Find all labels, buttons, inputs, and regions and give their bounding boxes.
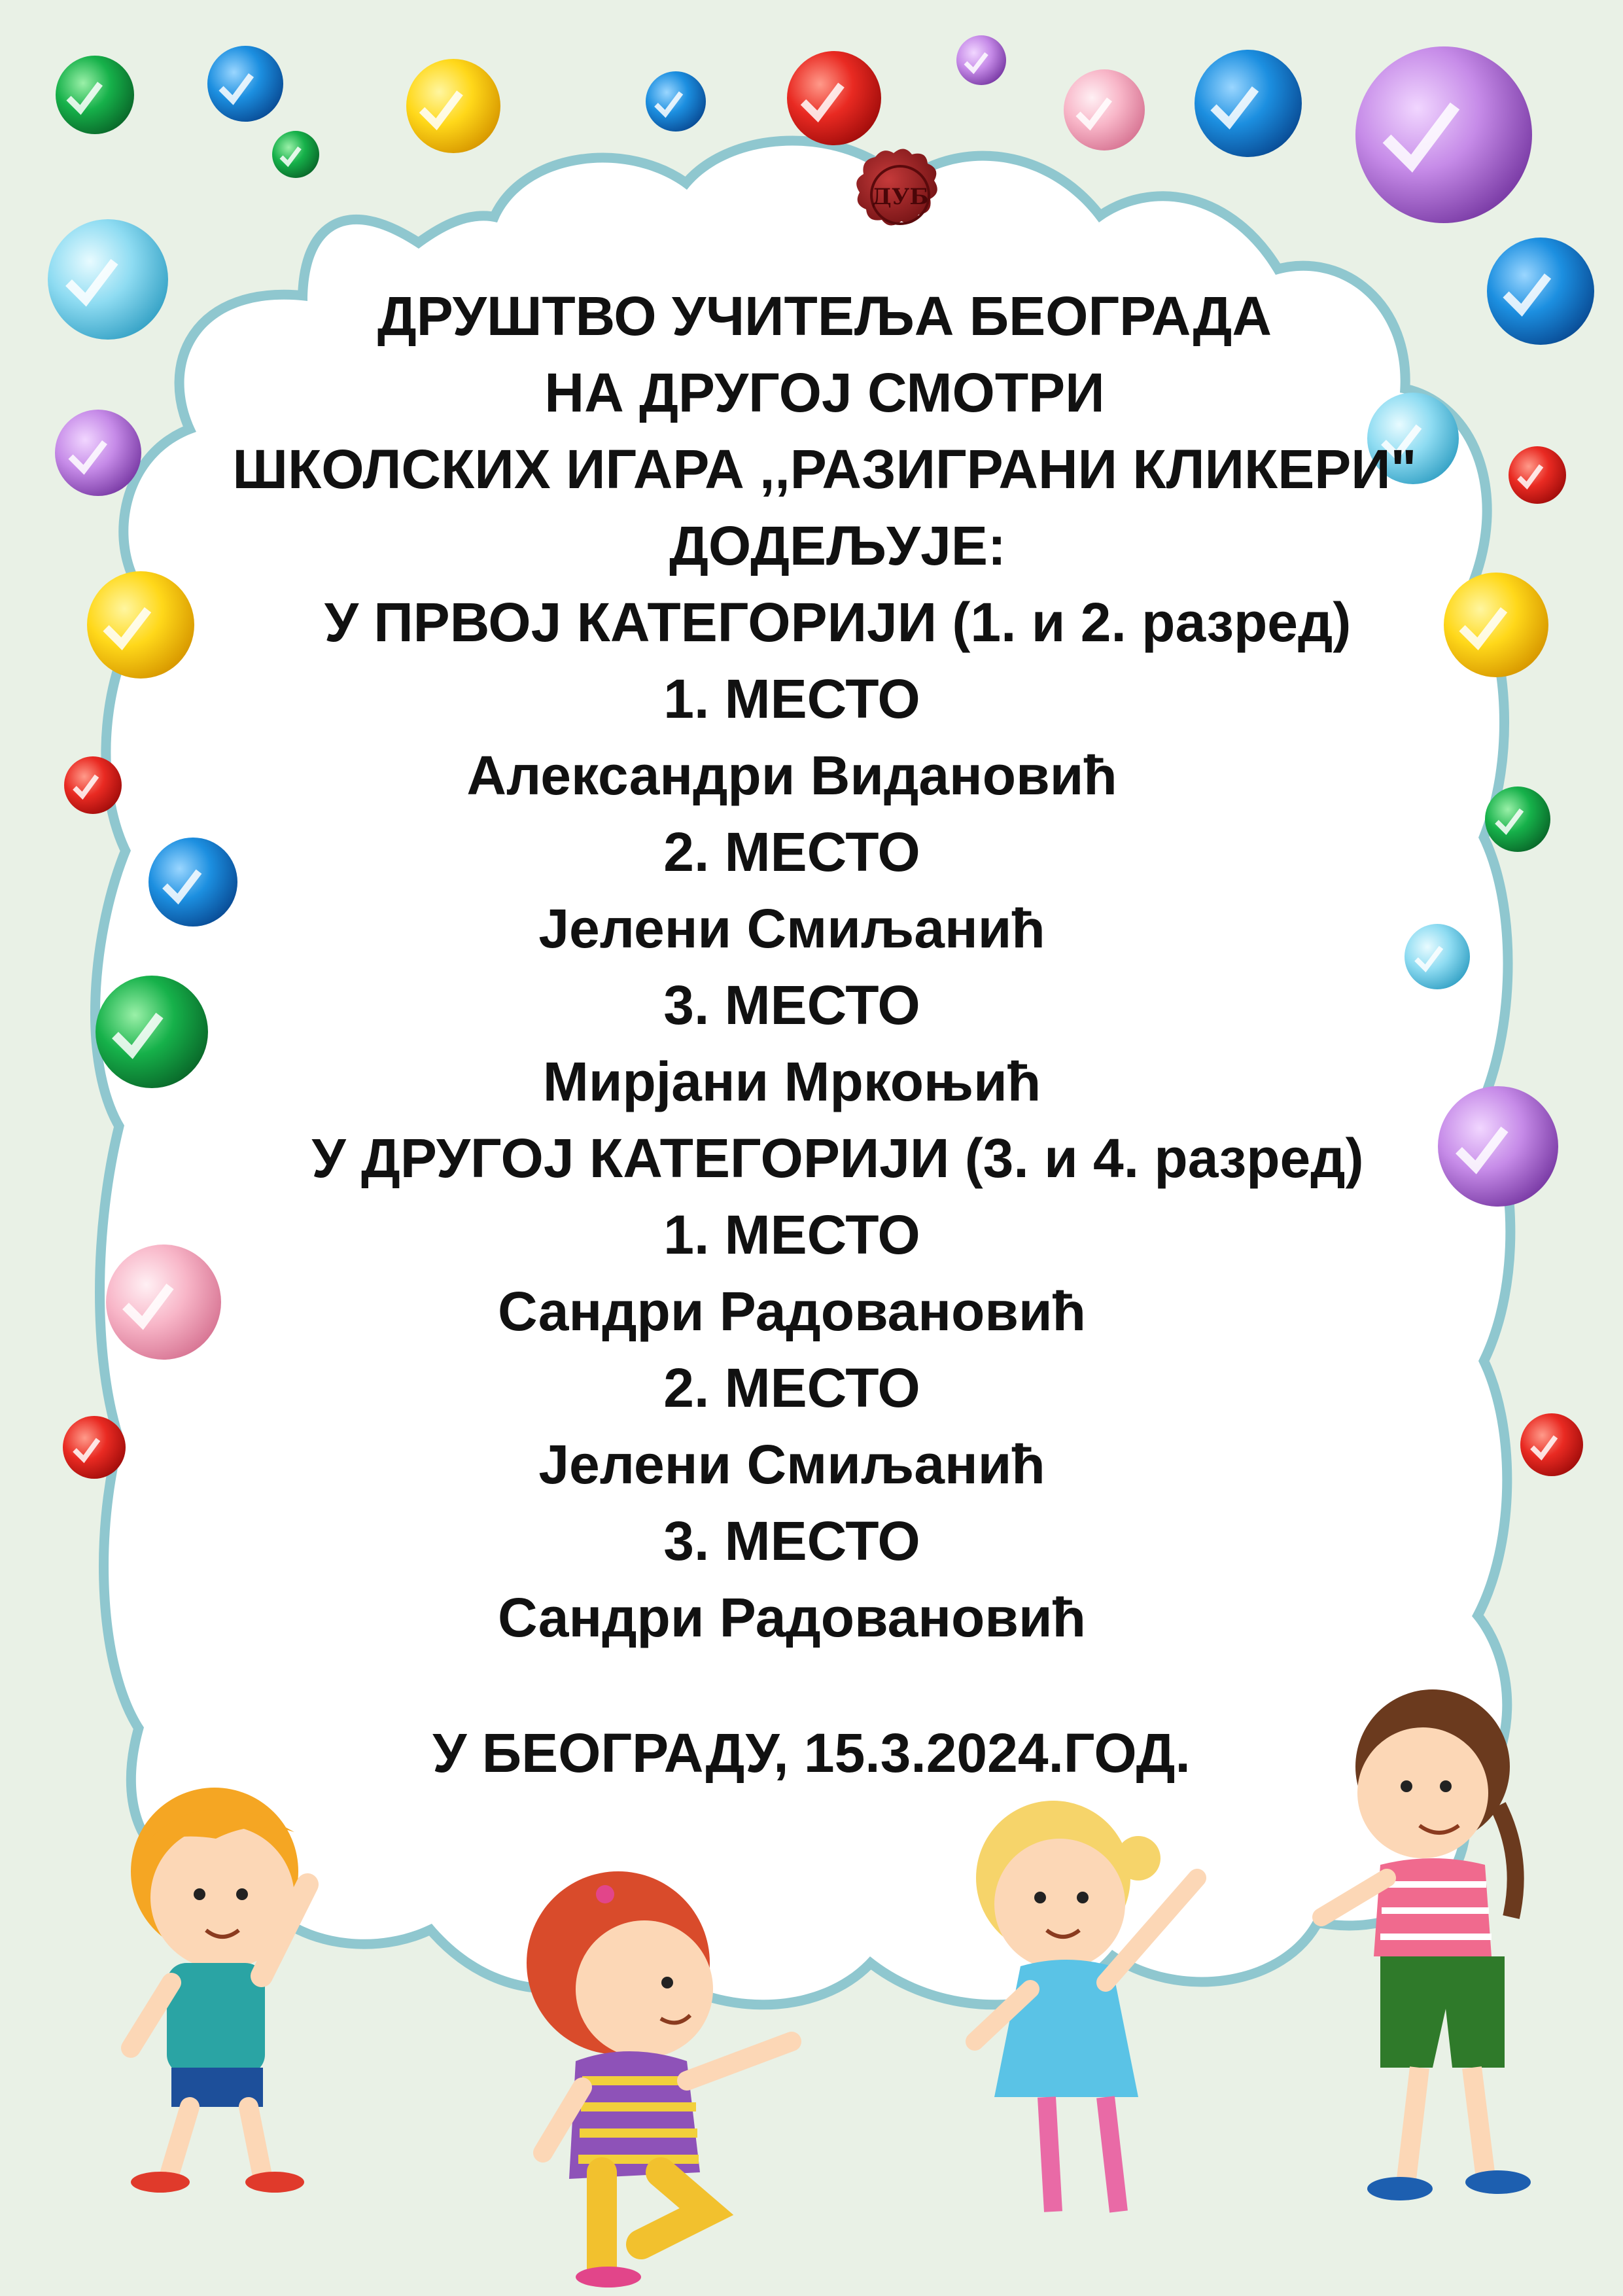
header-line: НА ДРУГОЈ СМОТРИ: [544, 362, 1105, 423]
marble: [207, 46, 283, 122]
award-place: 2. МЕСТО: [663, 1357, 920, 1419]
award-place: 1. МЕСТО: [663, 668, 920, 730]
award-name: Јелени Смиљанић: [538, 1434, 1045, 1495]
award-name: Сандри Радовановић: [498, 1280, 1086, 1342]
marble: [1195, 50, 1302, 157]
category-title: У ДРУГОЈ КАТЕГОРИЈИ (3. и 4. разред): [311, 1127, 1364, 1189]
header-line: ДРУШТВО УЧИТЕЉА БЕОГРАДА: [377, 285, 1272, 347]
marble: [406, 59, 500, 153]
award-name: Сандри Радовановић: [498, 1587, 1086, 1648]
place-date: У БЕОГРАДУ, 15.3.2024.ГОД.: [432, 1722, 1191, 1784]
marble: [1064, 69, 1145, 150]
child-boy: [131, 1788, 307, 2193]
award-name: Јелени Смиљанић: [538, 898, 1045, 959]
award-place: 3. МЕСТО: [663, 974, 920, 1036]
certificate-text: [0, 278, 1623, 1792]
marble: [956, 35, 1006, 85]
award-place: 3. МЕСТО: [663, 1510, 920, 1572]
marble: [646, 71, 706, 132]
svg-text:ДУБ: ДУБ: [871, 184, 929, 210]
award-name: Александри Видановић: [466, 745, 1117, 806]
marble: [787, 51, 881, 145]
award-name: Мирјани Мркоњић: [542, 1051, 1041, 1112]
header-line: ДОДЕЉУЈЕ:: [669, 515, 1006, 576]
marble: [56, 56, 134, 134]
marble: [1355, 46, 1532, 223]
marble: [272, 131, 319, 178]
category-title: У ПРВОЈ КАТЕГОРИЈИ (1. и 2. разред): [324, 592, 1352, 653]
header-line: ШКОЛСКИХ ИГАРА ,,РАЗИГРАНИ КЛИКЕРИ": [232, 438, 1417, 500]
award-place: 1. МЕСТО: [663, 1204, 920, 1265]
award-place: 2. МЕСТО: [663, 821, 920, 883]
